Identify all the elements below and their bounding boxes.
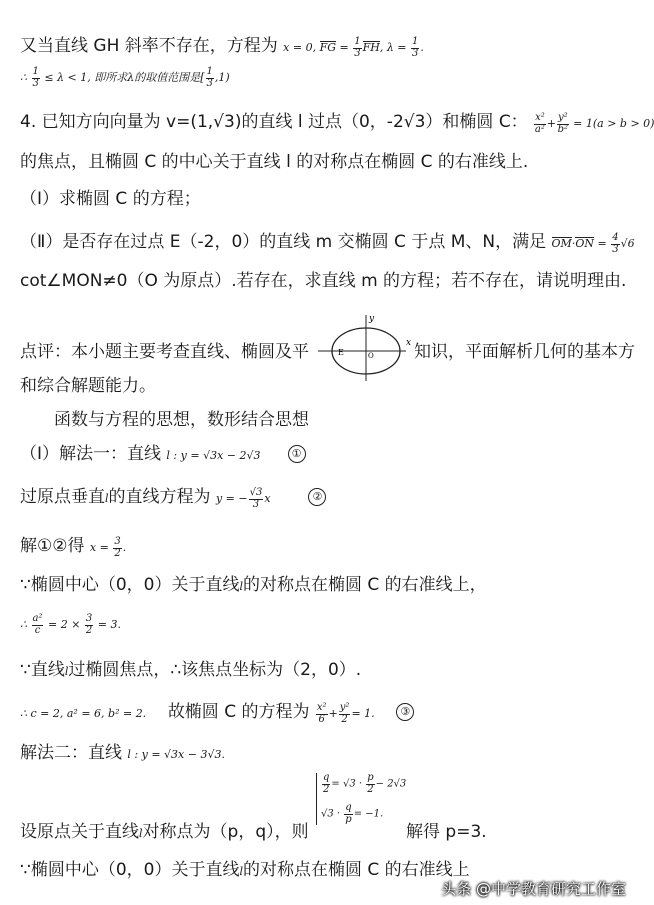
q4-line2: 的焦点，且椭圆 C 的中心关于直线 l 的对称点在椭圆 C 的右准线上.: [20, 152, 529, 172]
focus-line: ∵直线l过椭圆焦点，∴该焦点坐标为（2，0）.: [20, 660, 362, 680]
equation-system: $\frac{q}{2}$ = √3 · $\frac{p}{2}$ − 2√3 √3 · $\frac{q}{p}$ = −1.: [316, 773, 406, 825]
perp-line: 过原点垂直l的直线方程为 y = − $\frac{√3}{3}$ x ②: [20, 487, 326, 510]
sym-line: 设原点关于直线l对称点为（p，q），则: [20, 822, 309, 842]
q4-part1: （Ⅰ）求椭圆 C 的方程；: [20, 189, 201, 209]
a2c-line: ∴ $\frac{\text{a²}}{c}$ = 2 × $\frac{3}{2}$ = 3.: [20, 613, 121, 636]
solve12-line: 解①②得 x = $\frac{3}{2}$ .: [20, 536, 127, 559]
o-point-label: O: [368, 352, 374, 360]
ellipse-figure: [316, 311, 412, 383]
comment-line-b: 知识，平面解析几何的基本方: [414, 342, 635, 362]
sym-solution: 解得 p=3.: [406, 822, 487, 842]
sol1-line: （Ⅰ）解法一：直线 l : y = √3x − 2√3 ①: [20, 444, 306, 464]
result-line: ∴ c = 2, a² = 6, b² = 2. 故椭圆 C 的方程为 $\frac{\text{x²}}{6}$ + $\frac{\text{y²}}{2}$ = 1. ③: [20, 702, 414, 725]
e-point-label: E: [338, 348, 344, 357]
q4-part2: （Ⅱ）是否存在过点 E（-2，0）的直线 m 交椭圆 C 于点 M、N，满足 OM·ON = $\frac{4}{3}$ √6: [20, 232, 635, 255]
q4-part2-cont: cot∠MON≠0（O 为原点）.若存在，求直线 m 的方程；若不存在，请说明理由.: [20, 271, 627, 291]
sol2-line: 解法二：直线 l : y = √3x − 3√3.: [20, 743, 225, 763]
comment-line-c: 和综合解题能力。: [20, 376, 156, 396]
watermark: 头条 @中学教育研究工作室: [441, 880, 626, 898]
gh-text: 又当直线 GH 斜率不存在，方程为: [20, 36, 278, 56]
gh-formula: x = 0, FG = $\frac{1}{3}$ FH, λ = $\frac{1}{3}$ .: [283, 36, 424, 59]
line-gh-slope: [20, 36, 424, 59]
thought-line: 函数与方程的思想，数形结合思想: [54, 410, 309, 430]
comment-line: 点评：本小题主要考查直线、椭圆及平: [20, 342, 309, 362]
x-axis-label: x: [406, 338, 412, 348]
center2-line: ∵椭圆中心（0，0）关于直线l的对称点在椭圆 C 的右准线上: [20, 860, 470, 880]
center1-line: ∵椭圆中心（0，0）关于直线l的对称点在椭圆 C 的右准线上，: [20, 575, 487, 595]
q4-line1: 4. 已知方向向量为 v=(1,√3)的直线 l 过点（0，-2√3）和椭圆 C： $\frac{\text{x²}}{\text{a²}}$ + $\frac{\text{y²}}{\text{b²}}$ = 1(a > b > 0): [20, 112, 654, 135]
y-axis-label: y: [369, 314, 375, 324]
lambda-range: ∴ $\frac{1}{3}$ ≤ λ < 1, 即所求λ的取值范围是[ $\frac{1}{3}$ ,1): [20, 66, 230, 89]
